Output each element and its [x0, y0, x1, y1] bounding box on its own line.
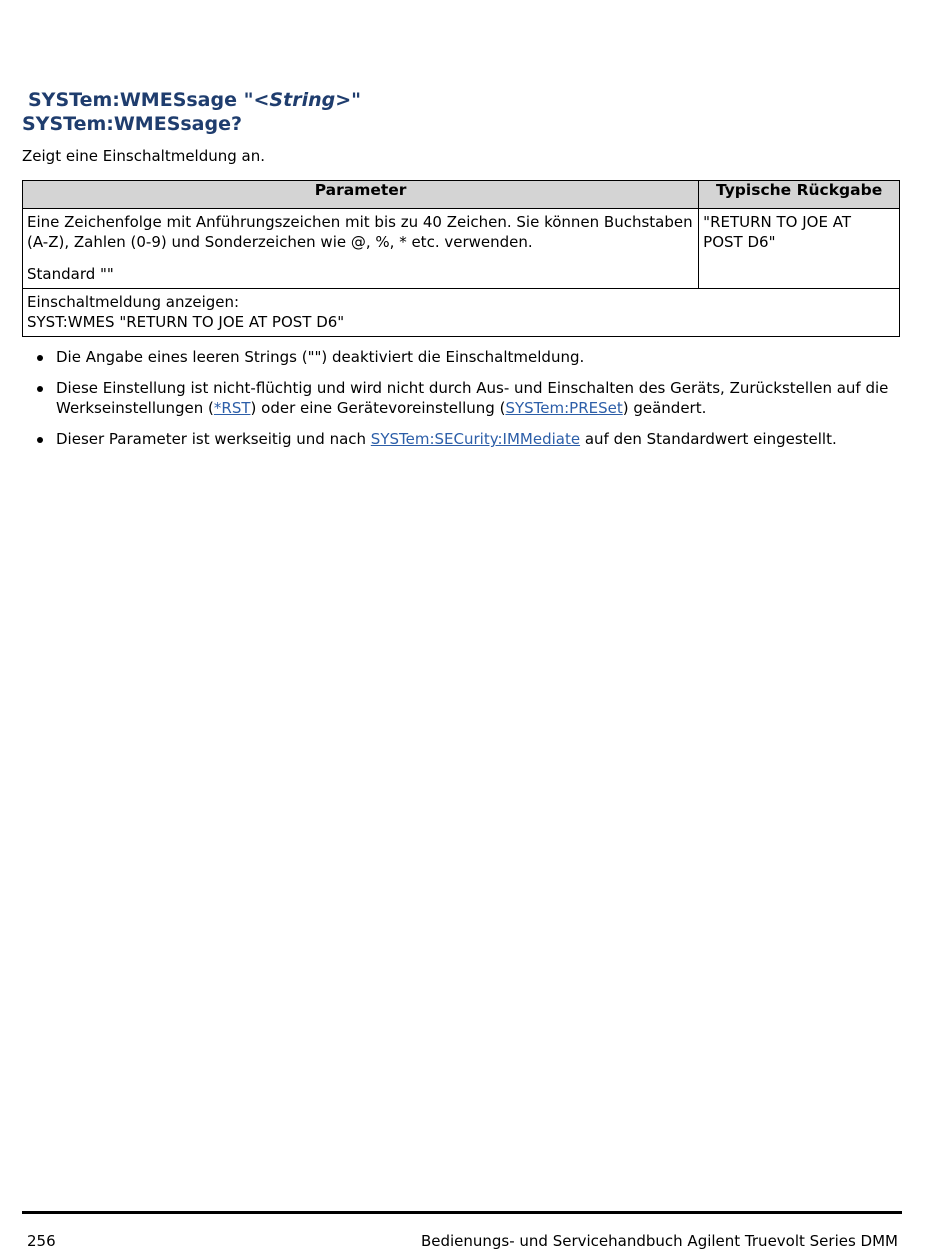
header-parameter: Parameter	[23, 181, 699, 209]
intro-text: Zeigt eine Einschaltmeldung an.	[22, 147, 266, 165]
note-text: Diese Einstellung ist nicht-flüchtig und wird nicht durch Aus- und Einschalten des Geräts, Zurückstellen auf die Werkseinstellungen (	[56, 379, 889, 417]
note-text: Die Angabe eines leeren Strings ("") deaktiviert die Einschaltmeldung.	[56, 348, 585, 366]
footer-rule	[22, 1211, 902, 1214]
header-typical-return: Typische Rückgabe	[699, 181, 900, 209]
security-immediate-link[interactable]: SYSTem:SECurity:IMMediate	[370, 430, 581, 448]
command-syntax-set	[22, 88, 361, 112]
command-syntax-suffix: "	[351, 89, 362, 111]
footer-title: Bedienungs- und Servicehandbuch Agilent Truevolt Series DMM	[420, 1232, 898, 1250]
note-text: Dieser Parameter ist werkseitig und nach	[56, 430, 371, 448]
notes-list	[22, 347, 902, 460]
parameter-table	[22, 180, 900, 337]
command-syntax-query: SYSTem:WMESsage?	[22, 113, 243, 135]
note-text: auf den Standardwert eingestellt.	[580, 430, 837, 448]
parameter-cell	[23, 209, 699, 289]
command-heading	[22, 88, 361, 136]
system-preset-link[interactable]: SYSTem:PRESet	[505, 399, 623, 417]
note-text: ) oder eine Gerätevoreinstellung (	[250, 399, 506, 417]
example-cell	[23, 289, 900, 337]
parameter-default: Standard ""	[27, 265, 114, 283]
command-syntax-param: <String>	[253, 89, 352, 111]
rst-link[interactable]: *RST	[213, 399, 251, 417]
example-command: SYST:WMES "RETURN TO JOE AT POST D6"	[27, 313, 345, 331]
parameter-description: Eine Zeichenfolge mit Anführungszeichen mit bis zu 40 Zeichen. Sie können Buchstaben (A-Z), Zahlen (0-9) und Sonderzeichen wie @, %, * etc. verwenden.	[27, 213, 693, 251]
typical-return-value: "RETURN TO JOE AT POST D6"	[699, 209, 900, 289]
list-item	[22, 429, 902, 449]
note-text: ) geändert.	[622, 399, 707, 417]
list-item	[22, 347, 902, 367]
list-item	[22, 378, 902, 418]
command-syntax-prefix: SYSTem:WMESsage "	[28, 89, 254, 111]
page-number: 256	[27, 1232, 56, 1250]
example-label: Einschaltmeldung anzeigen:	[27, 293, 240, 311]
